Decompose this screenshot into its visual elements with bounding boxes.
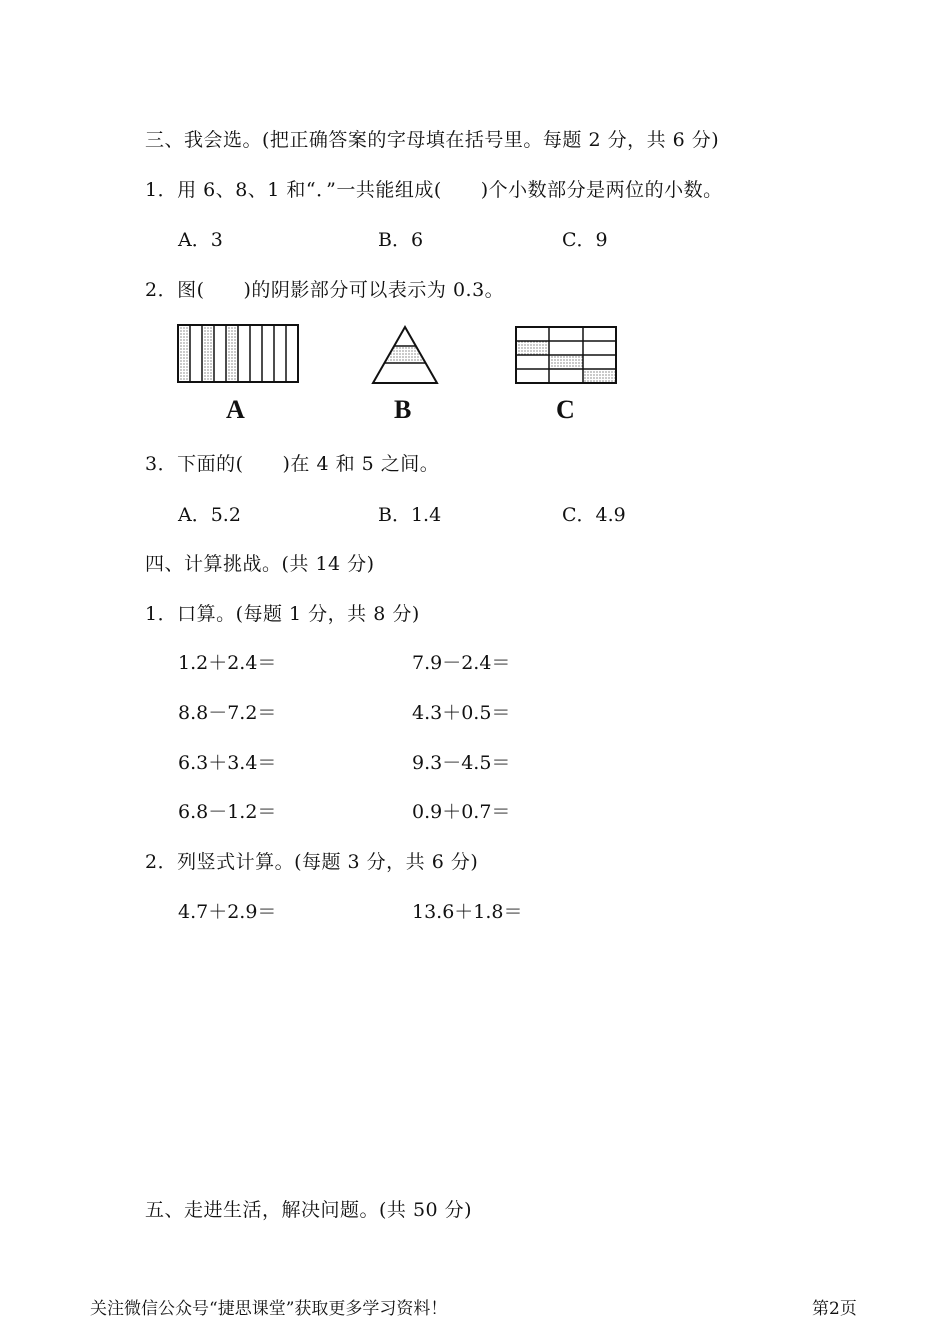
question-2-text: 2．图( )的阴影部分可以表示为 0.3。 — [145, 279, 505, 301]
figure-a-label: A — [226, 395, 245, 424]
q3-option-c: C．4.9 — [562, 504, 626, 526]
oral-calc-item: 6.3＋3.4＝ — [178, 752, 277, 774]
q1-option-b: B．6 — [378, 229, 424, 251]
figure-c-label: C — [556, 395, 575, 424]
figure-a-shade-3 — [226, 325, 238, 382]
section4-heading: 四、计算挑战。(共 14 分) — [145, 553, 375, 575]
figure-c-shade-2 — [549, 355, 583, 369]
q1-option-c: C．9 — [562, 229, 608, 251]
oral-calc-item: 7.9－2.4＝ — [412, 652, 511, 674]
oral-calc-item: 1.2＋2.4＝ — [178, 652, 277, 674]
vertical-calc-item: 13.6＋1.8＝ — [412, 901, 523, 923]
oral-calc-item: 9.3－4.5＝ — [412, 752, 511, 774]
oral-calc-item: 6.8－1.2＝ — [178, 801, 277, 823]
figure-a — [177, 324, 299, 384]
oral-calc-item: 0.9＋0.7＝ — [412, 801, 511, 823]
figure-c — [515, 326, 617, 384]
question-3-text: 3．下面的( )在 4 和 5 之间。 — [145, 453, 440, 475]
oral-calc-item: 8.8－7.2＝ — [178, 702, 277, 724]
figure-c-shade-1 — [516, 341, 549, 355]
section5-heading: 五、走进生活，解决问题。(共 50 分) — [145, 1199, 473, 1221]
figure-b — [372, 326, 438, 384]
part-2-title: 2．列竖式计算。(每题 3 分，共 6 分) — [145, 851, 479, 873]
part-1-title: 1．口算。(每题 1 分，共 8 分) — [145, 603, 420, 625]
figure-c-shade-3 — [583, 369, 616, 383]
figure-b-label: B — [394, 395, 412, 424]
page-number: 第2页 — [812, 1299, 857, 1319]
footer-promo: 关注微信公众号“捷思课堂”获取更多学习资料！ — [90, 1299, 448, 1319]
oral-calc-item: 4.3＋0.5＝ — [412, 702, 511, 724]
question-1-text: 1．用 6、8、1 和“．”一共能组成( )个小数部分是两位的小数。 — [145, 179, 723, 201]
vertical-calc-item: 4.7＋2.9＝ — [178, 901, 277, 923]
section3-heading: 三、我会选。(把正确答案的字母填在括号里。每题 2 分，共 6 分) — [145, 129, 720, 151]
q3-option-a: A．5.2 — [178, 504, 241, 526]
figure-a-shade-1 — [178, 325, 190, 382]
figure-a-shade-2 — [202, 325, 214, 382]
q3-option-b: B．1.4 — [378, 504, 442, 526]
q1-option-a: A．3 — [178, 229, 223, 251]
